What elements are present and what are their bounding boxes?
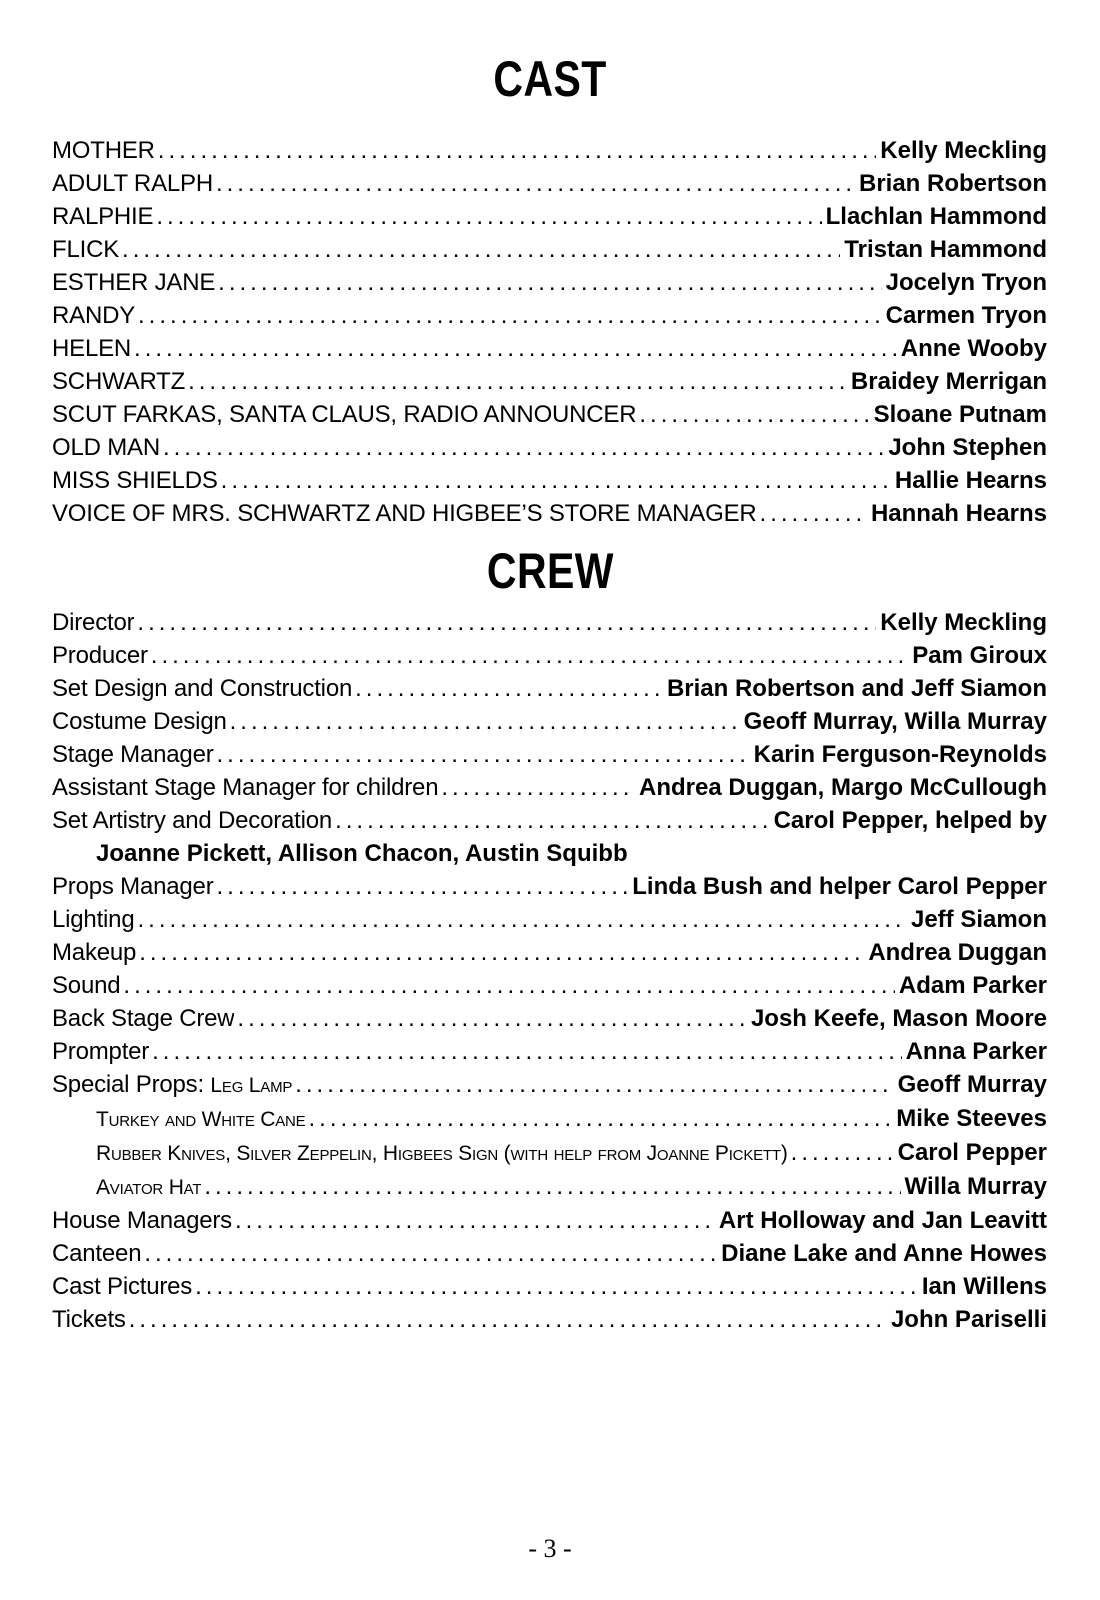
credit-name: Kelly Meckling (880, 609, 1047, 636)
credit-role-text: House Managers (52, 1207, 232, 1234)
credit-row (52, 200, 1047, 233)
credit-role-text: HELEN (52, 335, 132, 362)
dot-leader (137, 606, 876, 639)
credit-name: Adam Parker (898, 972, 1047, 999)
credit-role-text: Rubber Knives, Silver Zeppelin, Higbees Sign (with help from Joanne Pickett) (96, 1142, 788, 1165)
credit-role (52, 266, 215, 299)
credit-continuation-line: Joanne Pickett, Allison Chacon, Austin Squibb (96, 840, 628, 867)
credit-row (52, 672, 1047, 705)
credit-name: Jeff Siamon (910, 906, 1047, 933)
credit-row (52, 365, 1047, 398)
credit-name: Hannah Hearns (870, 500, 1047, 527)
credit-name: Willa Murray (904, 1173, 1047, 1200)
credit-row (52, 1136, 1047, 1170)
credit-row (52, 1204, 1047, 1237)
credit-row (52, 1035, 1047, 1068)
credit-name: Pam Giroux (912, 642, 1047, 669)
credit-role (52, 639, 148, 672)
credit-name: Braidey Merrigan (850, 368, 1047, 395)
credit-row (52, 1102, 1047, 1136)
credit-row (52, 233, 1047, 266)
dot-leader (221, 464, 891, 497)
credit-role-text: Prompter (52, 1038, 150, 1065)
credit-name: Brian Robertson (858, 170, 1047, 197)
dot-leader (139, 936, 864, 969)
credit-role (52, 332, 131, 365)
credit-row (52, 936, 1047, 969)
credit-name: Ian Willens (921, 1273, 1047, 1300)
dot-leader (308, 1102, 892, 1135)
crew-title (0, 543, 1100, 599)
credit-row (52, 1170, 1047, 1204)
credit-role (96, 1136, 788, 1170)
credit-role-text: MOTHER (52, 137, 155, 164)
dot-leader (217, 870, 629, 903)
credit-role (52, 167, 213, 200)
dot-leader (235, 1204, 715, 1237)
credit-name: Hallie Hearns (894, 467, 1047, 494)
dot-leader (441, 771, 635, 804)
credit-row (52, 903, 1047, 936)
credit-role-text: OLD MAN (52, 434, 160, 461)
credit-role (52, 398, 636, 431)
credit-role (52, 1237, 141, 1270)
credit-name: Jocelyn Tryon (885, 269, 1047, 296)
credit-role-text: Makeup (52, 939, 137, 966)
credit-name: Geoff Murray (897, 1071, 1047, 1098)
credit-row (52, 969, 1047, 1002)
credit-role (52, 233, 119, 266)
dot-leader (195, 1270, 918, 1303)
credit-role-text: Assistant Stage Manager for children (52, 774, 439, 801)
credit-name: Geoff Murray, Willa Murray (743, 708, 1047, 735)
credit-name: Linda Bush and helper Carol Pepper (632, 873, 1047, 900)
crew-title-text: CREW (486, 543, 614, 599)
dot-leader (158, 134, 876, 167)
credit-name: Llachlan Hammond (825, 203, 1047, 230)
credit-row (52, 1303, 1047, 1336)
credit-row (52, 332, 1047, 365)
dot-leader (204, 1170, 900, 1203)
credit-role-text: VOICE OF MRS. SCHWARTZ AND HIGBEE’S STORE MANAGER (52, 500, 757, 527)
credit-role-text: Sound (52, 972, 121, 999)
dot-leader (144, 1237, 717, 1270)
dot-leader (335, 804, 770, 837)
credit-role-text: Set Design and Construction (52, 675, 353, 702)
dot-leader (152, 1035, 901, 1068)
credit-role (52, 134, 155, 167)
credit-role (52, 969, 120, 1002)
credit-name: Carmen Tryon (885, 302, 1047, 329)
credit-row (52, 266, 1047, 299)
credit-role (96, 1170, 201, 1204)
dot-leader (151, 639, 908, 672)
credit-role (52, 672, 352, 705)
credit-row (52, 804, 1047, 837)
credit-role (52, 606, 134, 639)
credit-role (52, 804, 332, 837)
credit-role (52, 200, 153, 233)
credit-name: Diane Lake and Anne Howes (721, 1240, 1047, 1267)
credit-name: Carol Pepper, helped by (773, 807, 1047, 834)
dot-leader (122, 233, 840, 266)
credit-role-text: Set Artistry and Decoration (52, 807, 333, 834)
credit-name: Art Holloway and Jan Leavitt (718, 1207, 1047, 1234)
credit-role-text: Aviator Hat (96, 1176, 202, 1199)
credit-role-text: Leg Lamp (210, 1074, 293, 1097)
credit-row (52, 1270, 1047, 1303)
credit-name: Anne Wooby (900, 335, 1047, 362)
credit-role-text: Stage Manager (52, 741, 214, 768)
credit-role-text: Tickets (52, 1306, 126, 1333)
credit-role (52, 1002, 234, 1035)
credit-role (52, 1270, 192, 1303)
credit-name: John Pariselli (890, 1306, 1047, 1333)
dot-leader (188, 365, 847, 398)
credit-name: Carol Pepper (897, 1139, 1047, 1166)
cast-title (0, 0, 1100, 107)
credit-role-text: Lighting (52, 906, 135, 933)
dot-leader (639, 398, 869, 431)
credit-row (52, 771, 1047, 804)
dot-leader (216, 167, 855, 200)
credit-row (52, 738, 1047, 771)
credit-row (52, 639, 1047, 672)
credit-row (52, 1068, 1047, 1102)
credit-name: Andrea Duggan, Margo McCullough (639, 774, 1047, 801)
credit-role (52, 738, 214, 771)
dot-leader (156, 200, 821, 233)
dot-leader (791, 1136, 894, 1169)
credit-role-text: FLICK (52, 236, 120, 263)
credit-row (52, 299, 1047, 332)
credit-row (52, 497, 1047, 530)
credit-name: Josh Keefe, Mason Moore (750, 1005, 1047, 1032)
dot-leader (218, 266, 881, 299)
credit-role-text: ADULT RALPH (52, 170, 213, 197)
credit-role (52, 299, 135, 332)
page-number: - 3 - (528, 1534, 572, 1563)
credit-name: John Stephen (888, 434, 1047, 461)
credit-name: Mike Steeves (896, 1105, 1047, 1132)
credit-role (52, 464, 218, 497)
credit-row (52, 606, 1047, 639)
credit-role-text: Props Manager (52, 873, 214, 900)
credit-name: Kelly Meckling (880, 137, 1047, 164)
cast-title-text: CAST (493, 51, 607, 107)
dot-leader (134, 332, 897, 365)
credit-role (52, 936, 136, 969)
credit-role-text: Canteen (52, 1240, 142, 1267)
credit-role-text: ESTHER JANE (52, 269, 216, 296)
dot-leader (163, 431, 884, 464)
credit-role (52, 771, 438, 804)
dot-leader (217, 738, 750, 771)
dot-leader (760, 497, 867, 530)
credit-row (52, 431, 1047, 464)
credit-row (52, 705, 1047, 738)
credit-role-text: Turkey and White Cane (96, 1108, 306, 1131)
credit-role (52, 903, 134, 936)
dot-leader (237, 1002, 747, 1035)
credit-role (96, 1102, 305, 1136)
credit-role-text: Costume Design (52, 708, 227, 735)
dot-leader (123, 969, 895, 1002)
credit-role-text: RANDY (52, 302, 136, 329)
credit-row (52, 134, 1047, 167)
dot-leader (230, 705, 740, 738)
credit-name: Karin Ferguson-Reynolds (753, 741, 1047, 768)
credit-role (52, 870, 214, 903)
cast-list (0, 134, 1100, 530)
credit-role (52, 431, 160, 464)
credit-name: Sloane Putnam (873, 401, 1047, 428)
credit-row (52, 464, 1047, 497)
credit-role-text: Cast Pictures (52, 1273, 193, 1300)
credit-role (52, 1035, 149, 1068)
credit-role-text: Director (52, 609, 135, 636)
credit-role-text: Producer (52, 642, 148, 669)
credit-name: Andrea Duggan (868, 939, 1047, 966)
dot-leader (138, 299, 882, 332)
credit-row (52, 1237, 1047, 1270)
credit-role-text: MISS SHIELDS (52, 467, 218, 494)
credit-role (52, 1303, 126, 1336)
credit-row (52, 870, 1047, 903)
credit-name: Brian Robertson and Jeff Siamon (666, 675, 1047, 702)
credit-role (52, 1204, 232, 1237)
credit-role (52, 705, 227, 738)
crew-list (0, 606, 1100, 1336)
credit-name: Tristan Hammond (844, 236, 1047, 263)
credit-row (52, 1002, 1047, 1035)
dot-leader (129, 1303, 887, 1336)
credit-row (52, 167, 1047, 200)
credit-name: Anna Parker (905, 1038, 1047, 1065)
credit-role-text: RALPHIE (52, 203, 154, 230)
credit-row (52, 398, 1047, 431)
credit-role-prefix: Special Props: (52, 1071, 211, 1098)
credit-role (52, 497, 757, 530)
credit-role (52, 365, 185, 398)
dot-leader (137, 903, 906, 936)
dot-leader (295, 1068, 893, 1101)
credit-role-text: SCHWARTZ (52, 368, 186, 395)
dot-leader (355, 672, 663, 705)
credit-role-text: SCUT FARKAS, SANTA CLAUS, RADIO ANNOUNCER (52, 401, 637, 428)
credit-role-text: Back Stage Crew (52, 1005, 235, 1032)
credit-role (52, 1068, 292, 1102)
